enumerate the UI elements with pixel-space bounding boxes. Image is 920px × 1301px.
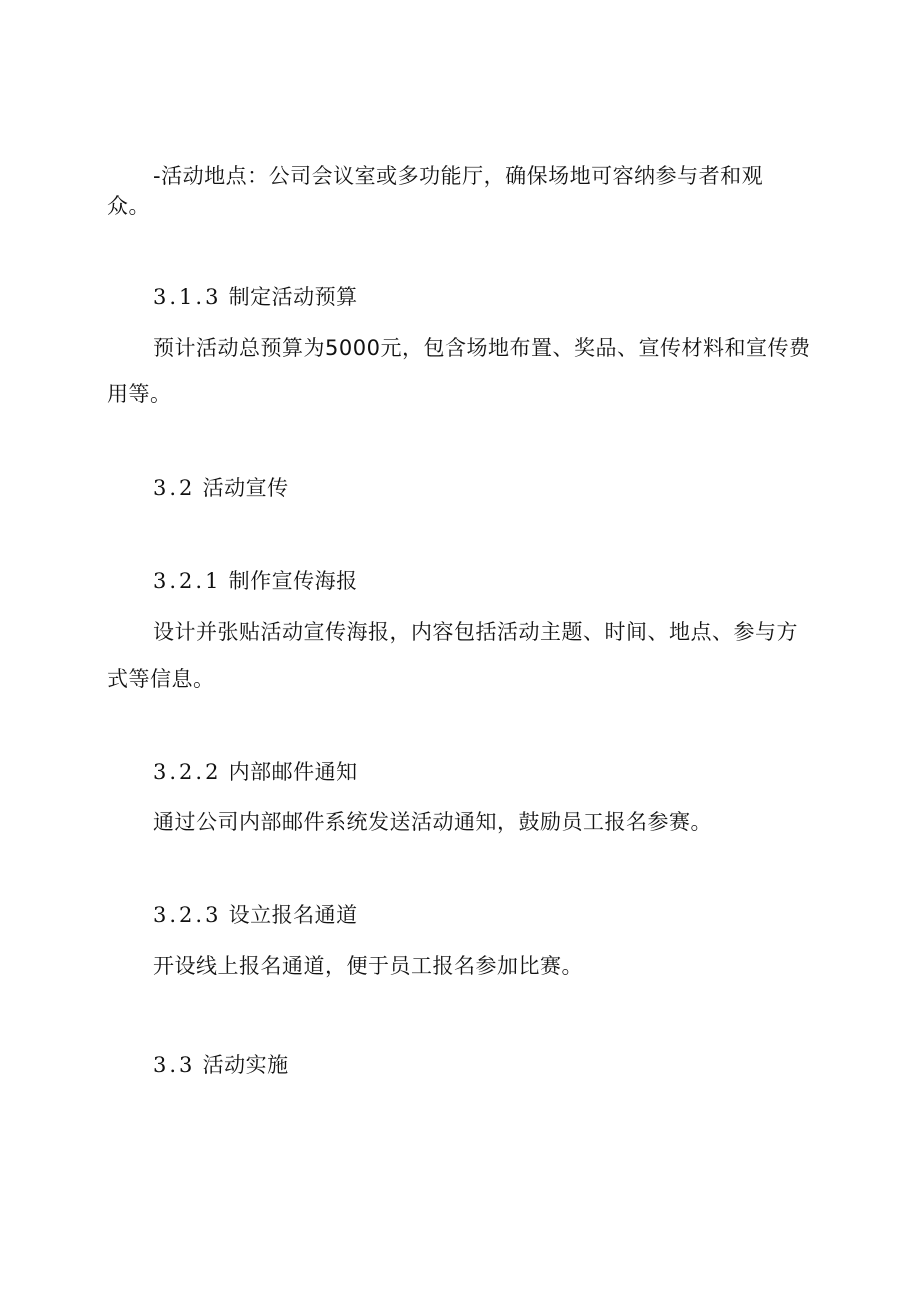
heading-3-2-1 — [153, 568, 358, 594]
paragraph-poster-line-2: 式等信息。 — [107, 667, 215, 691]
heading-number: 3.2.3 — [153, 903, 222, 927]
heading-3-2 — [153, 475, 289, 501]
paragraph-poster-line-1: 设计并张贴活动宣传海报，内容包括活动主题、时间、地点、参与方 — [153, 620, 798, 644]
paragraph-email-line-1: 通过公司内部邮件系统发送活动通知，鼓励员工报名参赛。 — [153, 810, 712, 834]
heading-3-2-3 — [153, 902, 358, 928]
paragraph-budget-line-2: 用等。 — [107, 382, 172, 406]
heading-3-1-3 — [153, 284, 358, 310]
heading-number: 3.2 — [153, 476, 196, 500]
heading-number: 3.2.2 — [153, 760, 222, 784]
heading-3-3 — [153, 1052, 289, 1078]
paragraph-budget-line-1: 预计活动总预算为5000元，包含场地布置、奖品、宣传材料和宣传费 — [153, 336, 811, 360]
paragraph-signup-line-1: 开设线上报名通道，便于员工报名参加比赛。 — [153, 954, 583, 978]
heading-title: 内部邮件通知 — [228, 760, 358, 784]
heading-title: 活动宣传 — [202, 476, 289, 500]
heading-3-2-2 — [153, 759, 358, 785]
heading-title: 设立报名通道 — [228, 903, 358, 927]
heading-number: 3.2.1 — [153, 569, 222, 593]
heading-title: 活动实施 — [202, 1053, 289, 1077]
paragraph-location-line-1: -活动地点：公司会议室或多功能厅，确保场地可容纳参与者和观 — [153, 164, 764, 188]
heading-number: 3.1.3 — [153, 285, 222, 309]
heading-number: 3.3 — [153, 1053, 196, 1077]
heading-title: 制作宣传海报 — [228, 569, 358, 593]
paragraph-location-line-2: 众。 — [107, 194, 150, 218]
heading-title: 制定活动预算 — [228, 285, 358, 309]
